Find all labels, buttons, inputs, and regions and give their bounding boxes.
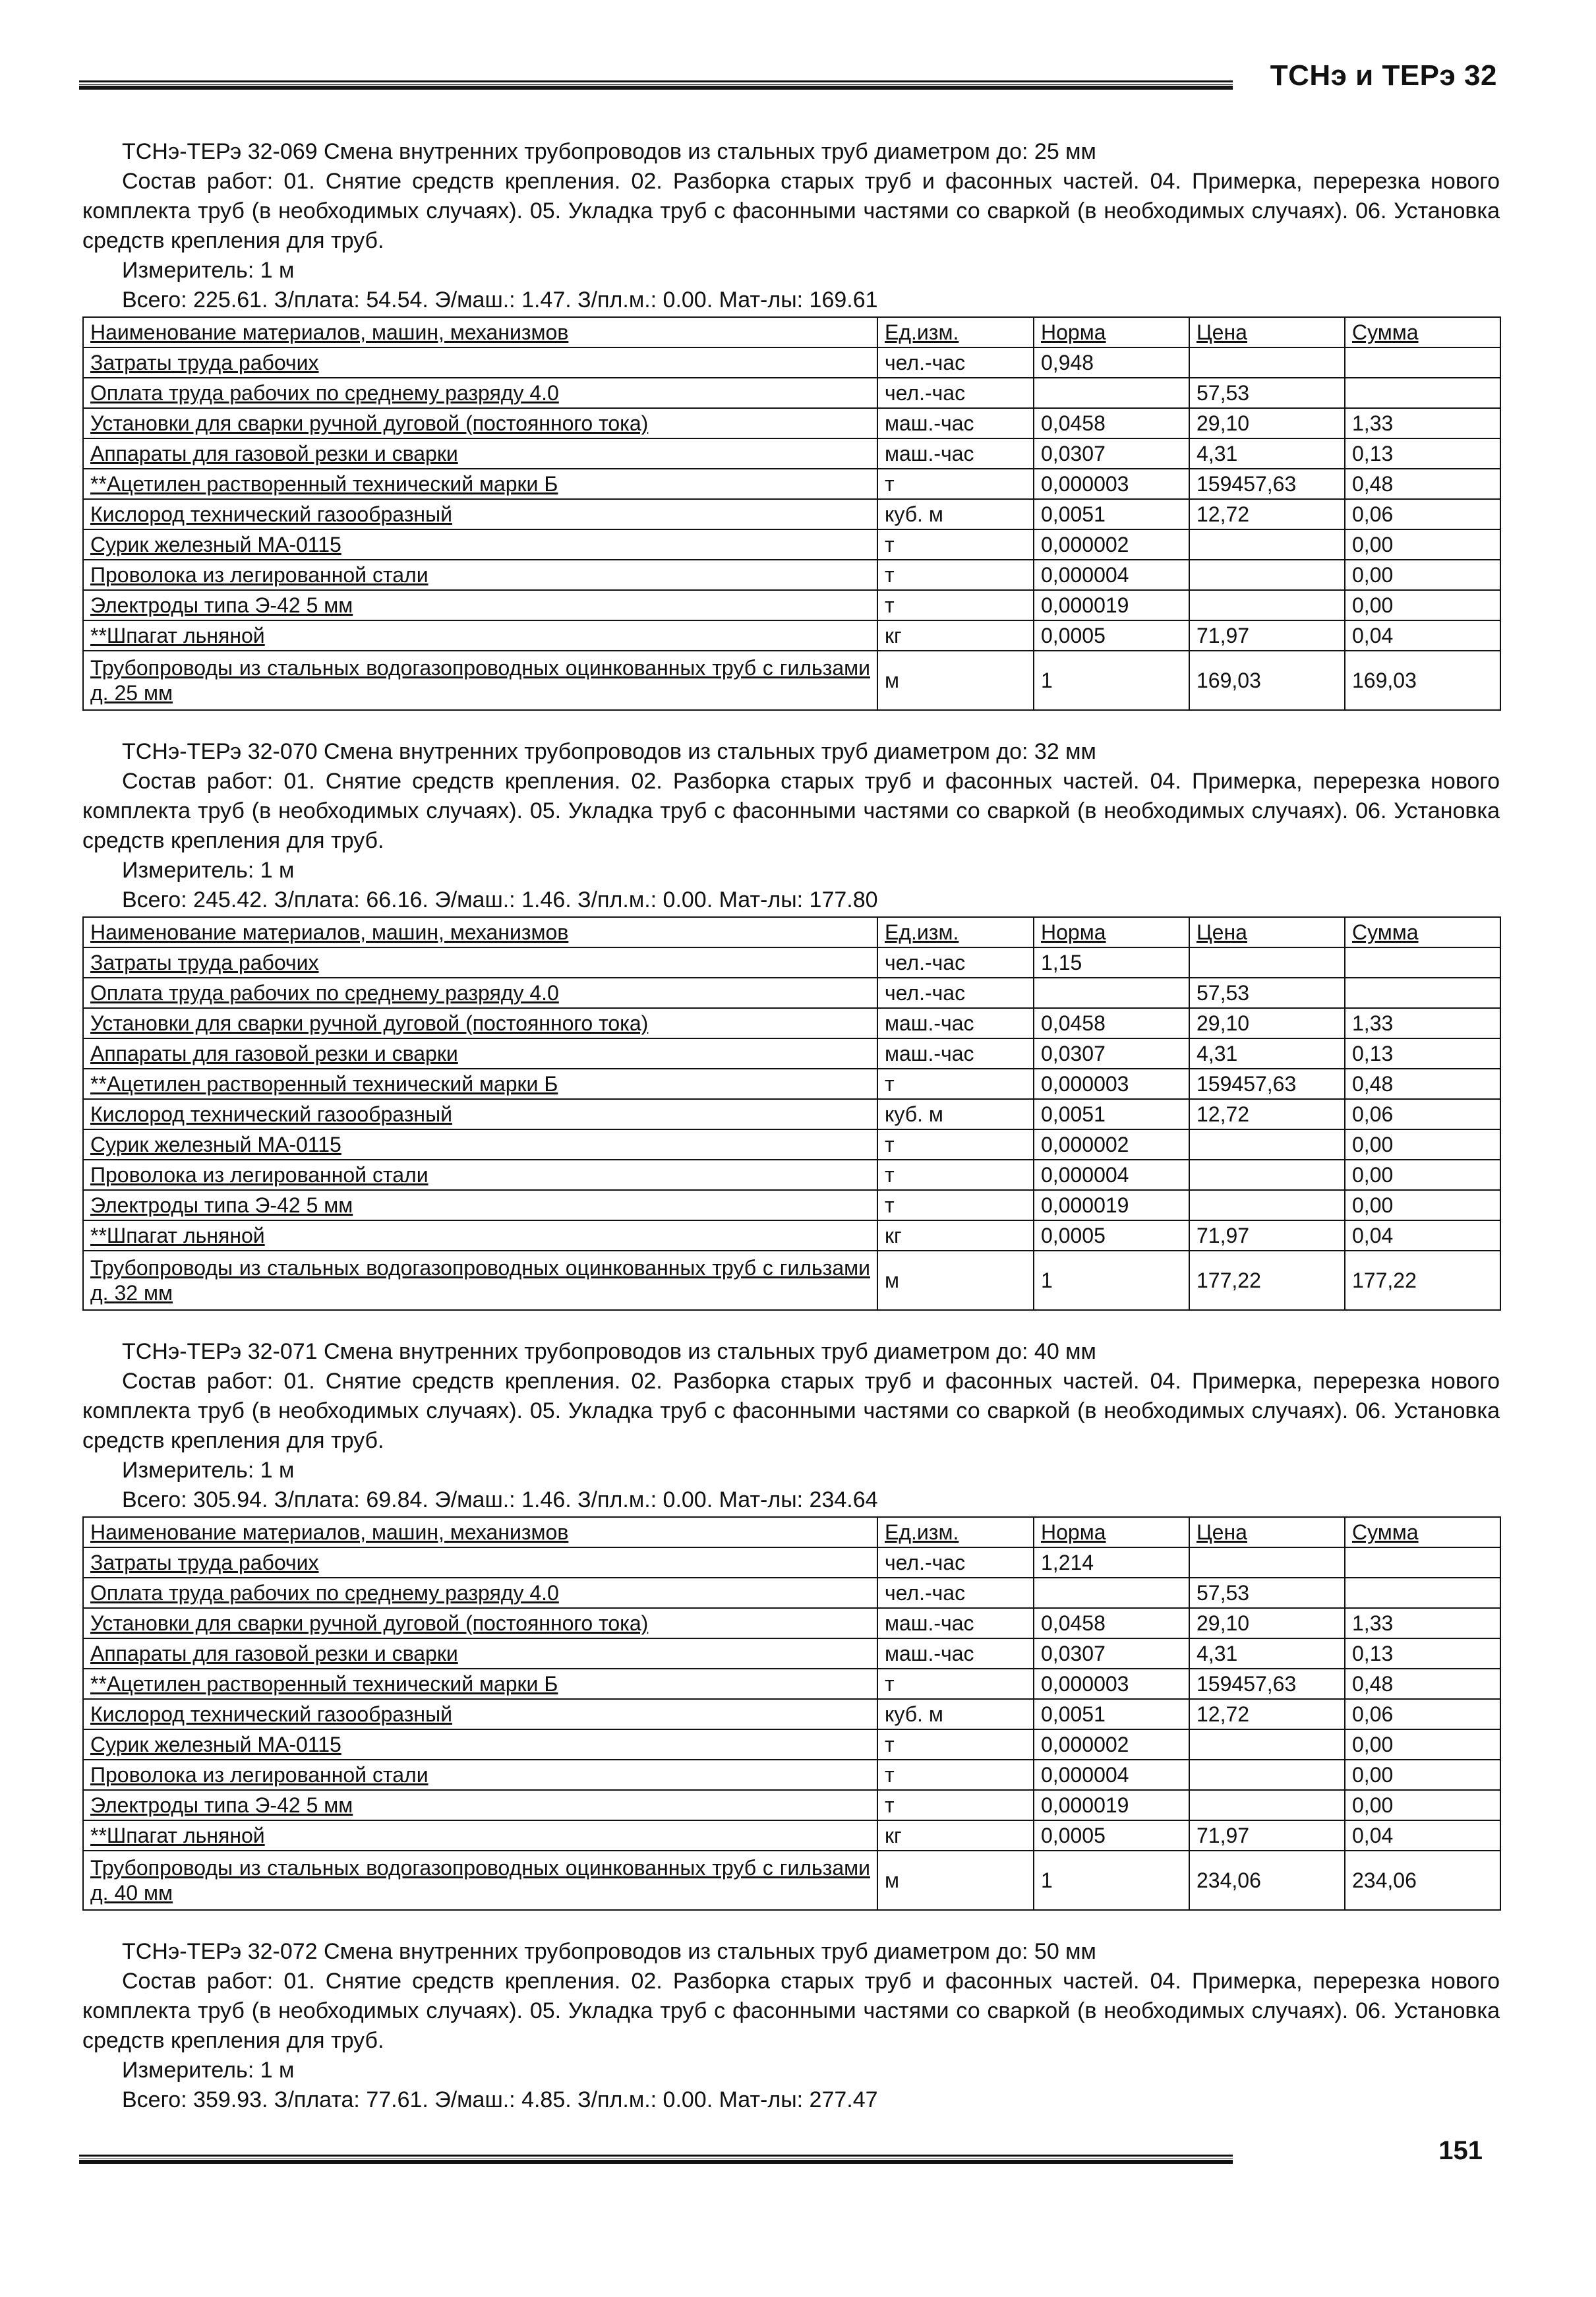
table-cell: т: [877, 529, 1034, 560]
table-cell: 0,000004: [1034, 560, 1189, 590]
table-cell: 0,0005: [1034, 1820, 1189, 1851]
table-cell: 0,04: [1345, 1220, 1500, 1251]
table-cell: 0,0051: [1034, 499, 1189, 529]
table-cell: 12,72: [1189, 1099, 1345, 1129]
table-cell: м: [877, 1851, 1034, 1910]
table-cell: куб. м: [877, 1699, 1034, 1729]
table-cell: Оплата труда рабочих по среднему разряду 4.0: [83, 978, 877, 1008]
table-cell: [1189, 529, 1345, 560]
table-cell: куб. м: [877, 499, 1034, 529]
table-cell: 29,10: [1189, 1008, 1345, 1038]
table-row: [83, 1578, 1500, 1608]
table-cell: 71,97: [1189, 1220, 1345, 1251]
table-cell: т: [877, 590, 1034, 620]
table-cell: [1189, 1160, 1345, 1190]
table-cell: Электроды типа Э-42 5 мм: [83, 590, 877, 620]
table-cell: маш.-час: [877, 1608, 1034, 1638]
table-row: [83, 1547, 1500, 1578]
resources-table: [82, 1516, 1501, 1911]
table-row: [83, 438, 1500, 469]
table-cell: [1034, 978, 1189, 1008]
table-row: [83, 408, 1500, 438]
table-cell: маш.-час: [877, 438, 1034, 469]
table-cell: 1,33: [1345, 1008, 1500, 1038]
table-cell: **Шпагат льняной: [83, 1820, 877, 1851]
table-cell: [1189, 1760, 1345, 1790]
measure-unit: Измеритель: 1 м: [122, 258, 295, 283]
table-cell: 234,06: [1345, 1851, 1500, 1910]
table-cell: 0,000003: [1034, 1069, 1189, 1099]
header-rule: [79, 80, 1233, 90]
table-cell: 0,13: [1345, 1638, 1500, 1669]
measure-unit: Измеритель: 1 м: [122, 2058, 295, 2083]
norm-section: [82, 137, 1500, 711]
column-header: Ед.изм.: [877, 317, 1034, 347]
work-composition: Состав работ: 01. Снятие средств крепления. 02. Разборка старых труб и фасонных частей. 04. Примерка, перерезка нового комплекта труб (в необходимых случаях). 05. Укладка труб с фасонными частями со сваркой (в необходимых случаях). 06. Установка средств крепления для труб.: [82, 169, 1500, 253]
table-cell: [1189, 1790, 1345, 1820]
table-cell: куб. м: [877, 1099, 1034, 1129]
table-row: [83, 1820, 1500, 1851]
table-cell: т: [877, 469, 1034, 499]
table-cell: 0,06: [1345, 1099, 1500, 1129]
column-header: Цена: [1189, 917, 1345, 947]
table-cell: 71,97: [1189, 620, 1345, 651]
table-header-row: [83, 917, 1500, 947]
table-row: [83, 1638, 1500, 1669]
table-row: [83, 1851, 1500, 1910]
table-cell: Электроды типа Э-42 5 мм: [83, 1790, 877, 1820]
table-cell: 0,48: [1345, 469, 1500, 499]
column-header: Ед.изм.: [877, 917, 1034, 947]
table-row: [83, 1160, 1500, 1190]
table-cell: 29,10: [1189, 1608, 1345, 1638]
norm-section: [82, 1337, 1500, 1911]
column-header: Сумма: [1345, 1517, 1500, 1547]
column-header: Сумма: [1345, 317, 1500, 347]
table-cell: 1: [1034, 651, 1189, 710]
table-cell: чел.-час: [877, 978, 1034, 1008]
column-header: Ед.изм.: [877, 1517, 1034, 1547]
document-body: [82, 137, 1500, 2115]
table-cell: [1345, 978, 1500, 1008]
table-cell: 4,31: [1189, 1638, 1345, 1669]
table-cell: Электроды типа Э-42 5 мм: [83, 1190, 877, 1220]
table-cell: Аппараты для газовой резки и сварки: [83, 1038, 877, 1069]
table-row: [83, 1251, 1500, 1310]
table-cell: [1345, 347, 1500, 378]
section-title: ТСНэ-ТЕРэ 32-069 Смена внутренних трубопроводов из стальных труб диаметром до: 25 мм: [122, 139, 1096, 164]
table-row: [83, 469, 1500, 499]
table-cell: 169,03: [1345, 651, 1500, 710]
table-row: [83, 1008, 1500, 1038]
resources-table: [82, 916, 1501, 1311]
table-cell: Трубопроводы из стальных водогазопроводных оцинкованных труб с гильзами д. 32 мм: [83, 1251, 877, 1310]
table-cell: [1189, 590, 1345, 620]
table-cell: [1189, 1129, 1345, 1160]
table-cell: 0,13: [1345, 1038, 1500, 1069]
table-row: [83, 620, 1500, 651]
table-cell: чел.-час: [877, 378, 1034, 408]
table-cell: [1189, 947, 1345, 978]
table-cell: 0,000002: [1034, 1729, 1189, 1760]
table-cell: 159457,63: [1189, 1669, 1345, 1699]
cost-totals: Всего: 359.93. З/плата: 77.61. Э/маш.: 4.85. З/пл.м.: 0.00. Мат-лы: 277.47: [122, 2087, 878, 2112]
table-cell: 0,000002: [1034, 1129, 1189, 1160]
table-cell: т: [877, 1129, 1034, 1160]
table-cell: 0,0307: [1034, 438, 1189, 469]
table-cell: 0,48: [1345, 1669, 1500, 1699]
table-cell: [1189, 1547, 1345, 1578]
table-cell: 0,0458: [1034, 408, 1189, 438]
table-cell: Оплата труда рабочих по среднему разряду 4.0: [83, 378, 877, 408]
table-cell: кг: [877, 1220, 1034, 1251]
table-cell: [1189, 1729, 1345, 1760]
column-header: Норма: [1034, 1517, 1189, 1547]
table-cell: [1034, 378, 1189, 408]
table-cell: 0,0005: [1034, 620, 1189, 651]
footer-rule: [79, 2155, 1233, 2164]
table-cell: 0,06: [1345, 1699, 1500, 1729]
table-cell: Кислород технический газообразный: [83, 1699, 877, 1729]
table-cell: 0,0458: [1034, 1008, 1189, 1038]
cost-totals: Всего: 225.61. З/плата: 54.54. Э/маш.: 1.47. З/пл.м.: 0.00. Мат-лы: 169.61: [122, 287, 878, 313]
table-row: [83, 651, 1500, 710]
table-cell: **Шпагат льняной: [83, 620, 877, 651]
table-cell: 12,72: [1189, 499, 1345, 529]
table-cell: **Ацетилен растворенный технический марки Б: [83, 1669, 877, 1699]
table-cell: Установки для сварки ручной дуговой (постоянного тока): [83, 408, 877, 438]
column-header: Цена: [1189, 317, 1345, 347]
table-cell: м: [877, 1251, 1034, 1310]
table-cell: чел.-час: [877, 1547, 1034, 1578]
table-cell: Сурик железный МА-0115: [83, 1729, 877, 1760]
table-cell: 0,0307: [1034, 1038, 1189, 1069]
column-header: Норма: [1034, 917, 1189, 947]
running-title: ТСНэ и ТЕРэ 32: [1270, 59, 1497, 92]
table-cell: Проволока из легированной стали: [83, 560, 877, 590]
table-row: [83, 378, 1500, 408]
table-cell: 0,00: [1345, 1729, 1500, 1760]
table-cell: Проволока из легированной стали: [83, 1160, 877, 1190]
table-cell: 1,15: [1034, 947, 1189, 978]
table-cell: 0,00: [1345, 1790, 1500, 1820]
work-composition: Состав работ: 01. Снятие средств крепления. 02. Разборка старых труб и фасонных частей. 04. Примерка, перерезка нового комплекта труб (в необходимых случаях). 05. Укладка труб с фасонными частями со сваркой (в необходимых случаях). 06. Установка средств крепления для труб.: [82, 1969, 1500, 2053]
table-cell: 0,00: [1345, 590, 1500, 620]
table-cell: **Ацетилен растворенный технический марки Б: [83, 469, 877, 499]
table-cell: [1189, 560, 1345, 590]
table-cell: Сурик железный МА-0115: [83, 529, 877, 560]
table-cell: 0,13: [1345, 438, 1500, 469]
table-cell: Кислород технический газообразный: [83, 1099, 877, 1129]
table-cell: Затраты труда рабочих: [83, 947, 877, 978]
column-header: Наименование материалов, машин, механизмов: [83, 317, 877, 347]
table-cell: чел.-час: [877, 347, 1034, 378]
table-row: [83, 978, 1500, 1008]
table-row: [83, 347, 1500, 378]
table-cell: [1345, 1578, 1500, 1608]
table-cell: Трубопроводы из стальных водогазопроводных оцинкованных труб с гильзами д. 25 мм: [83, 651, 877, 710]
table-row: [83, 1069, 1500, 1099]
table-cell: 0,04: [1345, 620, 1500, 651]
table-cell: 0,04: [1345, 1820, 1500, 1851]
table-cell: 0,00: [1345, 529, 1500, 560]
table-cell: Затраты труда рабочих: [83, 347, 877, 378]
table-cell: Сурик железный МА-0115: [83, 1129, 877, 1160]
table-cell: 4,31: [1189, 1038, 1345, 1069]
table-cell: маш.-час: [877, 408, 1034, 438]
table-cell: 0,00: [1345, 1160, 1500, 1190]
section-title: ТСНэ-ТЕРэ 32-071 Смена внутренних трубопроводов из стальных труб диаметром до: 40 мм: [122, 1339, 1096, 1364]
table-cell: чел.-час: [877, 947, 1034, 978]
table-cell: 0,00: [1345, 1129, 1500, 1160]
table-cell: 0,000002: [1034, 529, 1189, 560]
table-row: [83, 1699, 1500, 1729]
table-row: [83, 1099, 1500, 1129]
table-row: [83, 1038, 1500, 1069]
table-cell: маш.-час: [877, 1638, 1034, 1669]
table-cell: т: [877, 560, 1034, 590]
table-cell: 0,06: [1345, 499, 1500, 529]
table-row: [83, 590, 1500, 620]
table-cell: **Шпагат льняной: [83, 1220, 877, 1251]
table-cell: **Ацетилен растворенный технический марки Б: [83, 1069, 877, 1099]
table-row: [83, 1129, 1500, 1160]
table-cell: 4,31: [1189, 438, 1345, 469]
table-cell: Установки для сварки ручной дуговой (постоянного тока): [83, 1008, 877, 1038]
table-row: [83, 499, 1500, 529]
column-header: Цена: [1189, 1517, 1345, 1547]
cost-totals: Всего: 305.94. З/плата: 69.84. Э/маш.: 1.46. З/пл.м.: 0.00. Мат-лы: 234.64: [122, 1487, 878, 1512]
table-cell: 1: [1034, 1851, 1189, 1910]
page-number: 151: [1438, 2136, 1483, 2165]
column-header: Наименование материалов, машин, механизмов: [83, 1517, 877, 1547]
table-cell: 177,22: [1189, 1251, 1345, 1310]
table-cell: 0,000019: [1034, 1190, 1189, 1220]
table-row: [83, 1729, 1500, 1760]
table-cell: 1,33: [1345, 408, 1500, 438]
table-cell: 1,214: [1034, 1547, 1189, 1578]
table-cell: 0,000004: [1034, 1160, 1189, 1190]
column-header: Наименование материалов, машин, механизмов: [83, 917, 877, 947]
table-cell: 0,00: [1345, 560, 1500, 590]
table-cell: 57,53: [1189, 978, 1345, 1008]
table-cell: [1345, 1547, 1500, 1578]
table-cell: т: [877, 1669, 1034, 1699]
table-cell: Установки для сварки ручной дуговой (постоянного тока): [83, 1608, 877, 1638]
table-cell: 0,0051: [1034, 1099, 1189, 1129]
measure-unit: Измеритель: 1 м: [122, 1458, 295, 1483]
table-cell: Аппараты для газовой резки и сварки: [83, 438, 877, 469]
column-header: Сумма: [1345, 917, 1500, 947]
table-cell: 0,00: [1345, 1190, 1500, 1220]
table-cell: 57,53: [1189, 378, 1345, 408]
table-cell: 12,72: [1189, 1699, 1345, 1729]
table-cell: 0,000003: [1034, 469, 1189, 499]
table-row: [83, 1790, 1500, 1820]
table-cell: 0,000019: [1034, 1790, 1189, 1820]
table-cell: т: [877, 1790, 1034, 1820]
table-cell: кг: [877, 1820, 1034, 1851]
table-cell: 29,10: [1189, 408, 1345, 438]
table-cell: Трубопроводы из стальных водогазопроводных оцинкованных труб с гильзами д. 40 мм: [83, 1851, 877, 1910]
measure-unit: Измеритель: 1 м: [122, 858, 295, 883]
column-header: Норма: [1034, 317, 1189, 347]
table-cell: 169,03: [1189, 651, 1345, 710]
table-cell: Кислород технический газообразный: [83, 499, 877, 529]
table-cell: 0,0307: [1034, 1638, 1189, 1669]
table-header-row: [83, 1517, 1500, 1547]
table-cell: 0,0458: [1034, 1608, 1189, 1638]
table-row: [83, 1608, 1500, 1638]
section-title: ТСНэ-ТЕРэ 32-070 Смена внутренних трубопроводов из стальных труб диаметром до: 32 мм: [122, 739, 1096, 764]
table-cell: Оплата труда рабочих по среднему разряду 4.0: [83, 1578, 877, 1608]
table-row: [83, 1760, 1500, 1790]
table-cell: 234,06: [1189, 1851, 1345, 1910]
work-composition: Состав работ: 01. Снятие средств крепления. 02. Разборка старых труб и фасонных частей. 04. Примерка, перерезка нового комплекта труб (в необходимых случаях). 05. Укладка труб с фасонными частями со сваркой (в необходимых случаях). 06. Установка средств крепления для труб.: [82, 1369, 1500, 1453]
table-cell: 177,22: [1345, 1251, 1500, 1310]
table-row: [83, 560, 1500, 590]
table-cell: [1345, 378, 1500, 408]
resources-table: [82, 316, 1501, 711]
table-cell: 1: [1034, 1251, 1189, 1310]
section-title: ТСНэ-ТЕРэ 32-072 Смена внутренних трубопроводов из стальных труб диаметром до: 50 мм: [122, 1939, 1096, 1964]
table-cell: [1189, 1190, 1345, 1220]
table-cell: 1,33: [1345, 1608, 1500, 1638]
table-cell: [1189, 347, 1345, 378]
table-cell: Аппараты для газовой резки и сварки: [83, 1638, 877, 1669]
table-cell: м: [877, 651, 1034, 710]
table-cell: 0,00: [1345, 1760, 1500, 1790]
table-cell: 159457,63: [1189, 469, 1345, 499]
table-cell: [1034, 1578, 1189, 1608]
table-cell: 71,97: [1189, 1820, 1345, 1851]
table-cell: Затраты труда рабочих: [83, 1547, 877, 1578]
table-cell: 57,53: [1189, 1578, 1345, 1608]
table-cell: 0,948: [1034, 347, 1189, 378]
norm-section: [82, 1937, 1500, 2115]
table-row: [83, 529, 1500, 560]
table-row: [83, 1190, 1500, 1220]
table-cell: 0,000019: [1034, 590, 1189, 620]
table-cell: Проволока из легированной стали: [83, 1760, 877, 1790]
table-cell: чел.-час: [877, 1578, 1034, 1608]
table-cell: т: [877, 1069, 1034, 1099]
cost-totals: Всего: 245.42. З/плата: 66.16. Э/маш.: 1.46. З/пл.м.: 0.00. Мат-лы: 177.80: [122, 887, 878, 912]
table-cell: маш.-час: [877, 1008, 1034, 1038]
table-cell: маш.-час: [877, 1038, 1034, 1069]
table-cell: 0,000003: [1034, 1669, 1189, 1699]
table-header-row: [83, 317, 1500, 347]
table-cell: т: [877, 1760, 1034, 1790]
table-row: [83, 1669, 1500, 1699]
table-cell: 0,000004: [1034, 1760, 1189, 1790]
norm-section: [82, 737, 1500, 1311]
table-cell: 0,0051: [1034, 1699, 1189, 1729]
table-cell: [1345, 947, 1500, 978]
table-cell: 0,0005: [1034, 1220, 1189, 1251]
table-row: [83, 947, 1500, 978]
work-composition: Состав работ: 01. Снятие средств крепления. 02. Разборка старых труб и фасонных частей. 04. Примерка, перерезка нового комплекта труб (в необходимых случаях). 05. Укладка труб с фасонными частями со сваркой (в необходимых случаях). 06. Установка средств крепления для труб.: [82, 769, 1500, 853]
table-cell: т: [877, 1729, 1034, 1760]
table-cell: кг: [877, 620, 1034, 651]
table-cell: т: [877, 1190, 1034, 1220]
table-row: [83, 1220, 1500, 1251]
table-cell: т: [877, 1160, 1034, 1190]
table-cell: 0,48: [1345, 1069, 1500, 1099]
table-cell: 159457,63: [1189, 1069, 1345, 1099]
